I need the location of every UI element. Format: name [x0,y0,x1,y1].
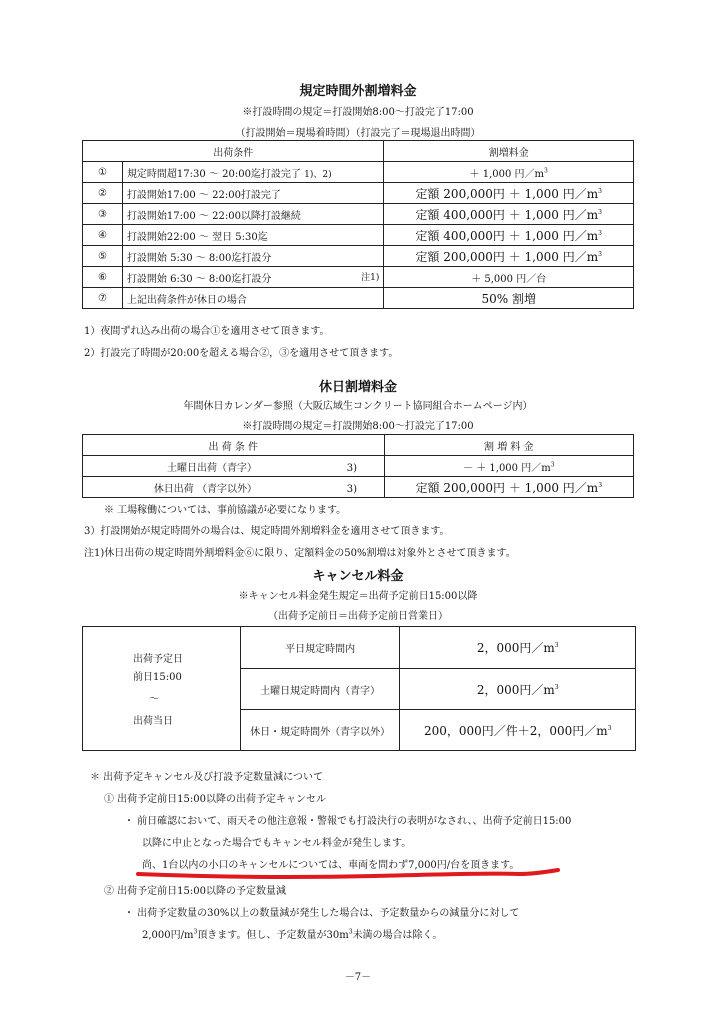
row-number: ⑤ [83,246,123,267]
row-fee: 定額 400,000円 ＋ 1,000 円$/m^3$ [384,204,634,225]
cancel-subtitle-2: （出荷予定前日＝出荷予定前日営業日） [268,611,448,622]
notes-item-2-title: ② 出荷予定前日15:00以降の予定数量減 [104,886,286,897]
cancel-period: 出荷予定日 前日15:00 ～ 出荷当日 [83,627,241,751]
table-row [83,267,634,288]
cancel-title: キャンセル料金 [312,569,404,584]
notes-item-2-line-1: ・ 出荷予定数量の30%以上の数量減が発生した場合は、予定数量からの減量分に対して [124,908,520,919]
row-condition: 休日・規定時間外（青字以外） [240,710,400,751]
table-row [83,162,634,183]
row-condition: 打設開始 6:30 ～ 8:00迄打設分 注1) [122,267,383,288]
row-fee: － ＋ 1,000 円$/m^3$ [384,456,633,477]
row-condition: 打設開始17:00 ～ 22:00打設完了 [122,183,383,204]
surcharge-table [82,140,634,309]
footnote: 注1)休日出荷の規定時間外割増料金⑥に限り、定額料金の50%割増は対象外とさせて頂きます。 [84,548,516,559]
row-condition: 土曜日規定時間内（青字） [240,669,400,710]
header-fee: 割 増 料 金 [384,435,633,456]
table-row [83,288,634,309]
table-row [83,456,634,477]
row-number: ⑦ [83,288,123,309]
header-condition: 出荷条件 [83,141,384,162]
row-number: ① [83,162,123,183]
table-header [83,435,634,456]
holiday-subtitle-2: ※打設時間の規定＝打設開始8:00～打設完了17:00 [242,421,474,432]
notes-item-1-line-3: 尚、1台以内の小口のキャンセルについては、車両を問わず7,000円/台を頂きます。 [142,860,520,871]
row-condition: 土曜日出荷（青字） 3) [83,456,385,477]
row-number: ② [83,183,123,204]
row-fee: 200，000円／件＋2，000円$/m^3$ [400,710,636,751]
holiday-table [82,434,634,498]
red-underline-mark [134,862,564,882]
cancel-table [82,626,636,751]
footnote: 1）夜間ずれ込み出荷の場合①を適用させて頂きます。 [84,326,330,337]
holiday-title: 休日割増料金 [318,380,397,395]
row-number: ⑥ [83,267,123,288]
footnote: ※ 工場稼働については、事前協議が必要になります。 [104,505,347,516]
table-row [83,225,634,246]
row-condition: 打設開始22:00 ～ 翌日 5:30迄 [122,225,383,246]
notes-item-2-line-2: 2,000円$/m^3$頂きます。但し、予定数量が$30m^3$未満の場合は除く。 [142,928,443,941]
holiday-subtitle-1: 年間休日カレンダー参照（大阪広域生コンクリート協同組合ホームページ内） [183,401,533,412]
row-fee: 定額 200,000円 ＋ 1,000 円$/m^3$ [384,183,634,204]
table-header [83,141,634,162]
row-condition: 打設開始17:00 ～ 22:00以降打設継続 [122,204,383,225]
notes-heading: ＊ 出荷予定キャンセル及び打設予定数量減について [90,772,323,783]
table-row [83,627,636,669]
notes-item-1-title: ① 出荷予定前日15:00以降の出荷予定キャンセル [104,794,326,805]
row-fee: 2，000円$/m^3$ [400,627,636,669]
surcharge-subtitle-2: （打設開始＝現場着時間）（打設完了＝現場退出時間） [235,128,481,139]
row-fee: ＋ 1,000 円$/m^3$ [384,162,634,183]
header-condition: 出 荷 条 件 [83,435,385,456]
page-number: －7－ [344,972,372,983]
surcharge-title: 規定時間外割増料金 [299,84,417,99]
surcharge-subtitle-1: ※打設時間の規定＝打設開始8:00～打設完了17:00 [242,107,474,118]
header-fee: 割増料金 [384,141,634,162]
notes-item-1-line-1: ・ 前日確認において、雨天その他注意報・警報でも打設決行の表明がなされ、、出荷予定前日15:00 [124,816,572,827]
row-fee: ＋ 5,000 円／台 [384,267,634,288]
row-condition: 打設開始 5:30 ～ 8:00迄打設分 [122,246,383,267]
row-fee: 定額 200,000円 ＋ 1,000 円$/m^3$ [384,477,633,498]
row-fee: 定額 400,000円 ＋ 1,000 円$/m^3$ [384,225,634,246]
footnote: 3）打設開始が規定時間外の場合は、規定時間外割増料金を適用させて頂きます。 [84,526,450,537]
row-fee: 50% 割増 [384,288,634,309]
table-row [83,477,634,498]
row-fee: 2，000円$/m^3$ [400,669,636,710]
notes-item-1-line-2: 以降に中止となった場合でもキャンセル料金が発生します。 [142,838,412,849]
cancel-subtitle-1: ※キャンセル料金発生規定＝出荷予定前日15:00以降 [238,591,478,602]
row-condition: 休日出荷 （青字以外） 3) [83,477,385,498]
row-fee: 定額 200,000円 ＋ 1,000 円$/m^3$ [384,246,634,267]
row-condition: 上記出荷条件が休日の場合 [122,288,383,309]
row-number: ④ [83,225,123,246]
table-row [83,204,634,225]
row-condition: 平日規定時間内 [240,627,400,669]
table-row [83,246,634,267]
row-number: ③ [83,204,123,225]
row-condition: 規定時間超17:30 ～ 20:00迄打設完了 1)、2) [122,162,383,183]
footnote: 2）打設完了時間が20:00を超える場合②，③を適用させて頂きます。 [84,348,399,359]
table-row [83,183,634,204]
